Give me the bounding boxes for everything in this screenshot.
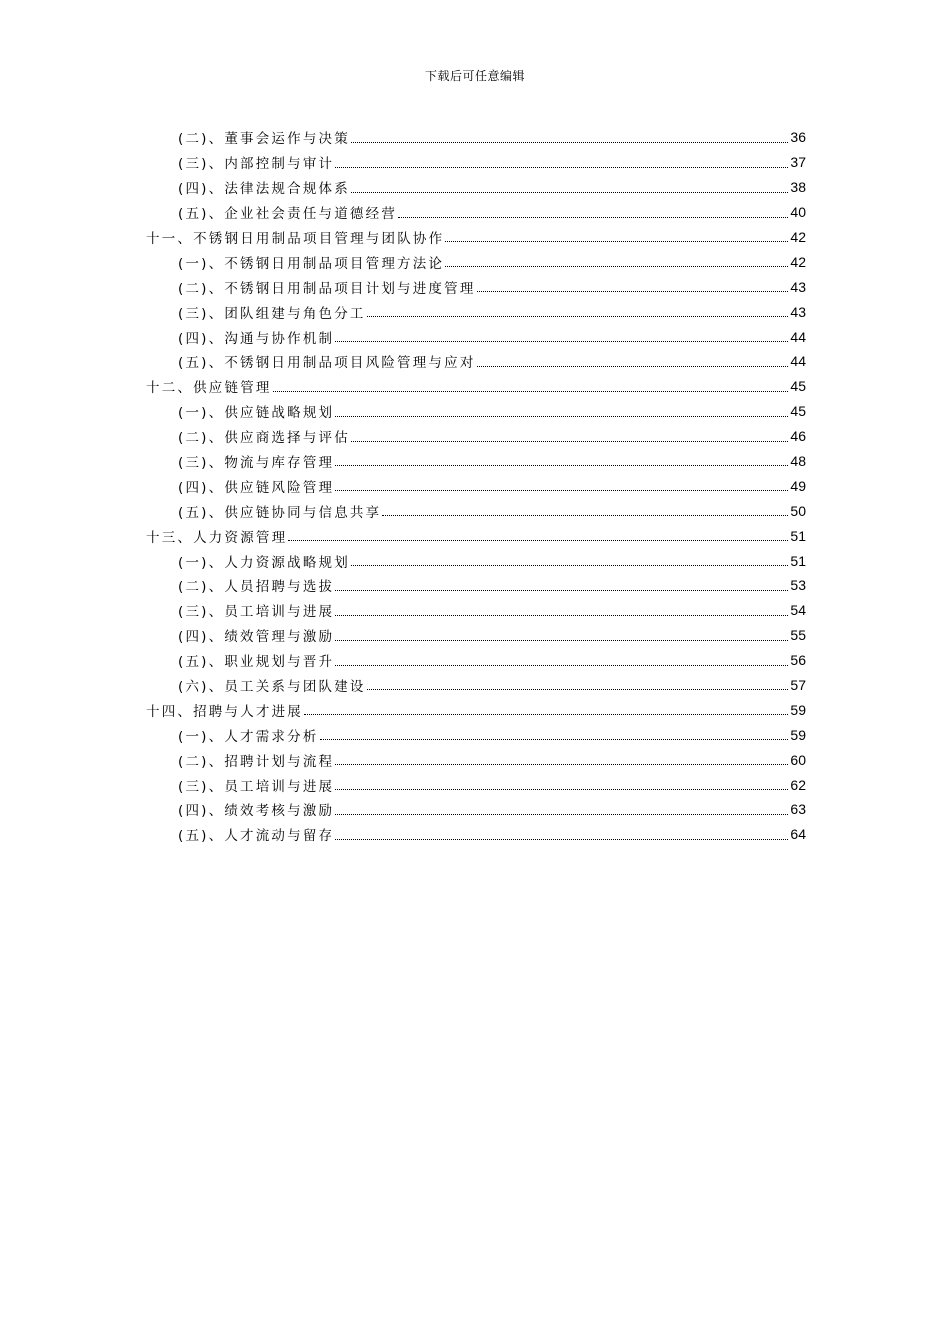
- toc-dot-leader: [335, 664, 788, 666]
- toc-chapter-entry[interactable]: [0, 523, 806, 548]
- toc-dot-leader: [367, 315, 789, 317]
- toc-section-entry[interactable]: [0, 772, 806, 797]
- toc-entry-page-number: 63: [790, 801, 806, 818]
- toc-dot-leader: [335, 340, 788, 342]
- toc-entry-title: (一)、供应链战略规划: [178, 405, 335, 422]
- toc-dot-leader: [335, 464, 788, 466]
- toc-section-entry[interactable]: [0, 324, 806, 349]
- toc-entry-page-number: 53: [790, 577, 806, 594]
- toc-entry-page-number: 36: [790, 129, 806, 146]
- toc-section-entry[interactable]: [0, 648, 806, 673]
- toc-entry-page-number: 57: [790, 677, 806, 694]
- toc-section-entry[interactable]: [0, 498, 806, 523]
- toc-entry-title: 十二、供应链管理: [146, 380, 272, 397]
- toc-entry-page-number: 42: [790, 253, 806, 270]
- toc-entry-page-number: 48: [790, 453, 806, 470]
- toc-dot-leader: [351, 440, 788, 442]
- toc-dot-leader: [382, 514, 788, 516]
- toc-section-entry[interactable]: [0, 673, 806, 698]
- toc-chapter-entry[interactable]: [0, 374, 806, 399]
- toc-section-entry[interactable]: [0, 797, 806, 822]
- toc-dot-leader: [335, 788, 788, 790]
- table-of-contents: [0, 125, 950, 847]
- toc-entry-page-number: 54: [790, 602, 806, 619]
- toc-entry-title: (五)、不锈钢日用制品项目风险管理与应对: [178, 355, 476, 372]
- toc-dot-leader: [367, 688, 789, 690]
- toc-dot-leader: [335, 763, 788, 765]
- toc-entry-page-number: 40: [790, 204, 806, 221]
- toc-section-entry[interactable]: [0, 598, 806, 623]
- toc-entry-page-number: 55: [790, 627, 806, 644]
- toc-entry-page-number: 59: [790, 701, 806, 718]
- toc-dot-leader: [335, 489, 788, 491]
- toc-entry-title: (五)、职业规划与晋升: [178, 654, 335, 671]
- toc-entry-title: (五)、企业社会责任与道德经营: [178, 206, 398, 223]
- page-header: 下载后可任意编辑: [424, 69, 525, 83]
- toc-entry-title: (三)、内部控制与审计: [178, 156, 335, 173]
- toc-entry-title: (三)、员工培训与进展: [178, 778, 335, 795]
- toc-section-entry[interactable]: [0, 175, 806, 200]
- toc-section-entry[interactable]: [0, 299, 806, 324]
- toc-dot-leader: [335, 614, 788, 616]
- toc-dot-leader: [351, 141, 788, 143]
- toc-entry-title: (四)、绩效管理与激励: [178, 629, 335, 646]
- toc-entry-title: (二)、人员招聘与选拔: [178, 579, 335, 596]
- toc-dot-leader: [335, 838, 788, 840]
- toc-dot-leader: [398, 216, 788, 218]
- toc-section-entry[interactable]: [0, 200, 806, 225]
- toc-entry-title: 十三、人力资源管理: [146, 529, 288, 546]
- toc-dot-leader: [320, 738, 789, 740]
- toc-entry-page-number: 45: [790, 403, 806, 420]
- toc-section-entry[interactable]: [0, 573, 806, 598]
- toc-section-entry[interactable]: [0, 822, 806, 847]
- toc-dot-leader: [445, 265, 788, 267]
- toc-dot-leader: [273, 390, 789, 392]
- toc-entry-title: (三)、团队组建与角色分工: [178, 305, 366, 322]
- toc-section-entry[interactable]: [0, 399, 806, 424]
- toc-entry-page-number: 44: [790, 328, 806, 345]
- toc-dot-leader: [477, 365, 789, 367]
- toc-section-entry[interactable]: [0, 424, 806, 449]
- toc-entry-title: 十四、招聘与人才进展: [146, 703, 303, 720]
- toc-entry-page-number: 56: [790, 652, 806, 669]
- toc-dot-leader: [351, 191, 788, 193]
- toc-entry-page-number: 43: [790, 303, 806, 320]
- toc-entry-title: (五)、人才流动与留存: [178, 828, 335, 845]
- toc-entry-title: (一)、人才需求分析: [178, 728, 319, 745]
- toc-entry-page-number: 49: [790, 477, 806, 494]
- toc-entry-page-number: 37: [790, 154, 806, 171]
- toc-entry-title: (四)、绩效考核与激励: [178, 803, 335, 820]
- toc-entry-page-number: 45: [790, 378, 806, 395]
- toc-entry-page-number: 59: [790, 726, 806, 743]
- toc-entry-page-number: 38: [790, 179, 806, 196]
- toc-dot-leader: [335, 166, 788, 168]
- toc-entry-title: (四)、供应链风险管理: [178, 479, 335, 496]
- toc-dot-leader: [445, 240, 788, 242]
- toc-entry-title: (二)、供应商选择与评估: [178, 430, 350, 447]
- toc-entry-page-number: 44: [790, 353, 806, 370]
- toc-entry-title: (四)、沟通与协作机制: [178, 330, 335, 347]
- toc-section-entry[interactable]: [0, 623, 806, 648]
- toc-section-entry[interactable]: [0, 747, 806, 772]
- toc-entry-title: (三)、物流与库存管理: [178, 455, 335, 472]
- toc-section-entry[interactable]: [0, 125, 806, 150]
- toc-entry-title: (一)、人力资源战略规划: [178, 554, 350, 571]
- toc-entry-page-number: 51: [790, 552, 806, 569]
- toc-entry-page-number: 50: [790, 502, 806, 519]
- toc-entry-page-number: 60: [790, 751, 806, 768]
- toc-dot-leader: [351, 564, 788, 566]
- toc-chapter-entry[interactable]: [0, 697, 806, 722]
- toc-section-entry[interactable]: [0, 473, 806, 498]
- toc-entry-title: (二)、招聘计划与流程: [178, 753, 335, 770]
- toc-entry-title: (三)、员工培训与进展: [178, 604, 335, 621]
- toc-entry-page-number: 43: [790, 278, 806, 295]
- toc-entry-page-number: 46: [790, 428, 806, 445]
- toc-entry-title: (六)、员工关系与团队建设: [178, 679, 366, 696]
- toc-dot-leader: [477, 290, 789, 292]
- toc-dot-leader: [335, 813, 788, 815]
- toc-entry-title: (五)、供应链协同与信息共享: [178, 504, 382, 521]
- toc-chapter-entry[interactable]: [0, 225, 806, 250]
- toc-section-entry[interactable]: [0, 249, 806, 274]
- toc-entry-title: (二)、不锈钢日用制品项目计划与进度管理: [178, 280, 476, 297]
- toc-dot-leader: [288, 539, 788, 541]
- toc-entry-page-number: 42: [790, 229, 806, 245]
- toc-dot-leader: [335, 589, 788, 591]
- toc-entry-page-number: 62: [790, 776, 806, 793]
- toc-section-entry[interactable]: [0, 274, 806, 299]
- toc-entry-title: (二)、董事会运作与决策: [178, 131, 350, 148]
- toc-section-entry[interactable]: [0, 449, 806, 474]
- toc-entry-title: (一)、不锈钢日用制品项目管理方法论: [178, 255, 445, 272]
- toc-dot-leader: [335, 415, 788, 417]
- toc-dot-leader: [304, 713, 788, 715]
- toc-entry-title: (四)、法律法规合规体系: [178, 181, 350, 198]
- toc-section-entry[interactable]: [0, 548, 806, 573]
- toc-dot-leader: [335, 639, 788, 641]
- toc-entry-page-number: 64: [790, 826, 806, 843]
- toc-entry-page-number: 51: [790, 527, 806, 544]
- toc-section-entry[interactable]: [0, 722, 806, 747]
- toc-section-entry[interactable]: [0, 349, 806, 374]
- toc-entry-title: 十一、不锈钢日用制品项目管理与团队协作: [146, 231, 445, 247]
- toc-section-entry[interactable]: [0, 150, 806, 175]
